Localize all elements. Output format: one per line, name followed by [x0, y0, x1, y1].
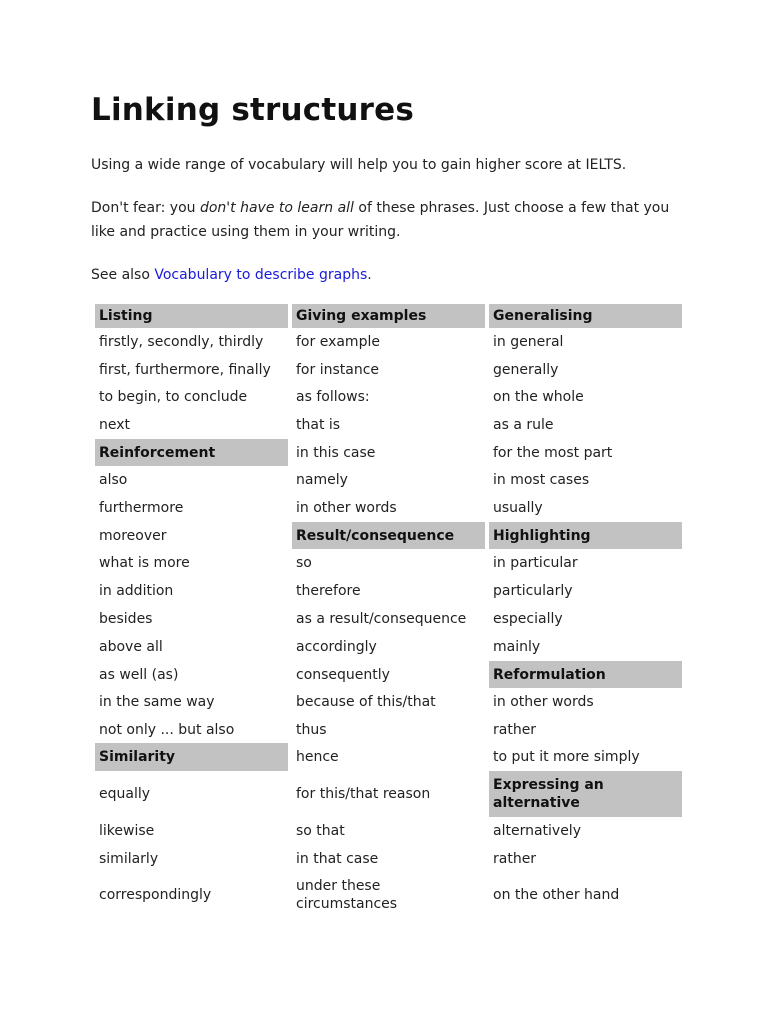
table-cell: namely [296, 472, 348, 488]
table-cell: on the other hand [493, 887, 620, 903]
linking-table [91, 304, 686, 918]
table-cell: similarly [99, 850, 159, 867]
table-row [95, 605, 682, 633]
table-cell: that is [296, 417, 341, 433]
table-cell: so [296, 555, 312, 571]
intro-text: Using a wide range of vocabulary will help you to gain higher score at IELTS. [91, 157, 627, 173]
table-cell: in particular [493, 555, 578, 571]
table-cell: also [99, 472, 128, 488]
table-cell: likewise [99, 823, 155, 839]
table-row [95, 304, 682, 328]
table-cell: Reinforcement [95, 439, 288, 466]
table-row [95, 356, 682, 383]
table-row [95, 439, 682, 466]
table-cell: as a result/consequence [296, 611, 467, 627]
table-cell: in other words [493, 694, 594, 710]
intro-paragraph [91, 153, 691, 177]
table-cell: moreover [99, 527, 167, 544]
see-also-prefix: See also [91, 267, 155, 283]
table-cell: for the most part [493, 444, 613, 461]
table-cell: not only ... but also [99, 721, 235, 738]
table-row [95, 872, 682, 918]
table-cell: usually [493, 500, 543, 516]
table-cell: to begin, to conclude [99, 389, 248, 405]
table-row [95, 688, 682, 716]
table-row [95, 328, 682, 356]
table-row [95, 494, 682, 522]
table-row [95, 716, 682, 743]
table-cell: alternatively [493, 823, 581, 839]
table-cell: next [99, 417, 131, 433]
fear-emphasis: don't have to learn all [199, 200, 354, 216]
table-cell: first, furthermore, finally [99, 361, 271, 378]
table-cell: as follows: [296, 389, 370, 405]
table-cell: as a rule [493, 417, 554, 433]
table-row [95, 661, 682, 688]
table-cell: in addition [99, 583, 174, 599]
table-cell: rather [493, 850, 537, 867]
table-row [95, 549, 682, 577]
table-cell: Listing [95, 304, 288, 328]
table-cell: Highlighting [489, 522, 682, 549]
table-cell: Generalising [489, 304, 682, 328]
table-row [95, 522, 682, 549]
fear-paragraph [91, 196, 691, 244]
graphs-vocabulary-link[interactable]: Vocabulary to describe graphs [154, 267, 368, 283]
table-cell: besides [99, 611, 153, 627]
table-cell: in that case [296, 850, 379, 867]
table-row [95, 577, 682, 605]
table-cell: equally [99, 786, 151, 802]
table-cell: firstly, secondly, thirdly [99, 334, 264, 350]
table-cell: for example [296, 334, 380, 350]
table-cell: Reformulation [489, 661, 682, 688]
table-cell: for this/that reason [296, 786, 431, 802]
table-row [95, 771, 682, 817]
table-cell: under these circumstances [296, 878, 398, 912]
table-row [95, 383, 682, 411]
table-cell: thus [296, 721, 327, 738]
table-cell: above all [99, 639, 163, 655]
table-cell: furthermore [99, 500, 184, 516]
table-cell: hence [296, 749, 339, 765]
table-cell: for instance [296, 361, 380, 378]
table-row [95, 411, 682, 439]
fear-prefix: Don't fear: you [91, 200, 200, 216]
table-cell: consequently [296, 666, 390, 683]
table-row [95, 817, 682, 845]
table-row [95, 466, 682, 494]
table-cell: Giving examples [292, 304, 485, 328]
table-cell: generally [493, 361, 559, 378]
table-cell: Similarity [95, 743, 288, 771]
page-title: Linking structures [91, 92, 414, 128]
table-cell: therefore [296, 583, 361, 599]
fear-suffix: of these phrases. Just choose a few that you like and practice using them in your writing. [91, 200, 670, 240]
table-row [95, 845, 682, 872]
table-cell: as well (as) [99, 666, 179, 683]
table-cell: on the whole [493, 389, 584, 405]
table-cell: particularly [493, 583, 573, 599]
table-cell: Expressing an alternative [489, 771, 682, 817]
see-also-suffix: . [367, 267, 372, 283]
table-cell: rather [493, 721, 537, 738]
table-cell: what is more [99, 555, 190, 571]
table-cell: so that [296, 823, 345, 839]
table-cell: in the same way [99, 694, 215, 710]
table-cell: Result/consequence [292, 522, 485, 549]
table-cell: in general [493, 334, 564, 350]
table-cell: in other words [296, 500, 397, 516]
table-cell: to put it more simply [493, 749, 640, 765]
table-cell: mainly [493, 639, 541, 655]
table-row [95, 633, 682, 661]
see-also-paragraph [91, 263, 691, 287]
table-cell: because of this/that [296, 694, 436, 710]
table-row [95, 743, 682, 771]
table-cell: especially [493, 611, 563, 627]
table-cell: correspondingly [99, 887, 212, 903]
table-cell: in this case [296, 444, 376, 461]
table-cell: in most cases [493, 472, 590, 488]
table-cell: accordingly [296, 639, 377, 655]
